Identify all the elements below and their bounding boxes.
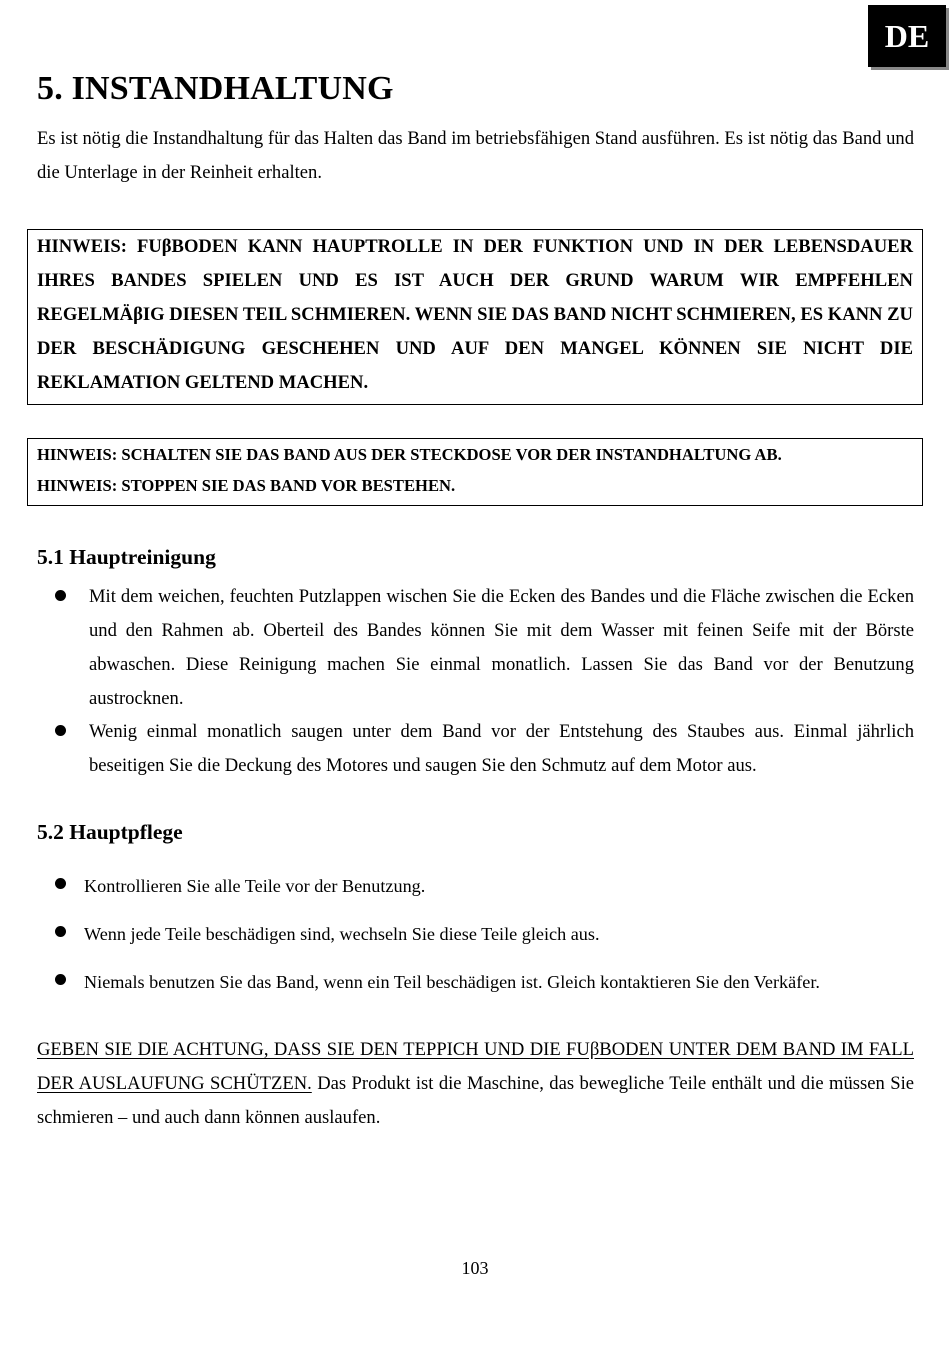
page-title: 5. INSTANDHALTUNG [37, 70, 394, 107]
page-number: 103 [461, 1258, 489, 1278]
underlined-warning: GEBEN SIE DIE ACHTUNG, DASS SIE DEN TEPPICH UND DIE FUβBODEN UNTER DEM BAND IM FALL DER AUSLAUFUNG SCHÜTZEN. [37, 1039, 914, 1094]
notice-text: HINWEIS: FUβBODEN KANN HAUPTROLLE IN DER FUNKTION UND IN DER LEBENSDAUER IHRES BANDES SPIELEN UND ES IST AUCH DER GRUND WARUM WIR EMPFEHLEN REGELMÄβIG DIESEN TEIL SCHMIEREN. WENN SIE DAS BAND NICHT SCHMIEREN, ES KANN ZU DER BESCHÄDIGUNG GESCHEHEN UND AUF DEN MANGEL KÖNNEN SIE NICHT DIE REKLAMATION GELTEND MACHEN. [37, 236, 913, 393]
bullet-icon [55, 590, 66, 601]
list-item-text: Kontrollieren Sie alle Teile vor der Benutzung. [84, 876, 426, 896]
bullet-icon [55, 974, 66, 985]
bullet-icon [55, 725, 66, 736]
notice-box-safety [27, 438, 923, 506]
list-item-text: Mit dem weichen, feuchten Putzlappen wischen Sie die Ecken des Bandes und die Fläche zwischen die Ecken und den Rahmen ab. Oberteil des Bandes können Sie mit dem Wasser mit feinen Seife mit der Börste abwaschen. Diese Reinigung machen Sie einmal monatlich. Lassen Sie das Band vor der Benutzung austrocknen. [89, 586, 914, 709]
floor-protection-paragraph [37, 1033, 914, 1135]
list-item-text: Wenig einmal monatlich saugen unter dem Band vor der Entstehung des Staubes aus. Einmal jährlich beseitigen Sie die Deckung des Motores und saugen Sie den Schmutz auf dem Motor aus. [89, 721, 914, 776]
notice-line-unplug: HINWEIS: SCHALTEN SIE DAS BAND AUS DER STECKDOSE VOR DER INSTANDHALTUNG AB. [37, 445, 782, 464]
notice-line-stop: HINWEIS: STOPPEN SIE DAS BAND VOR BESTEHEN. [37, 476, 456, 495]
language-tab: DE [868, 5, 946, 67]
list-item-text: Wenn jede Teile beschädigen sind, wechseln Sie diese Teile gleich aus. [84, 924, 600, 944]
bullet-icon [55, 926, 66, 937]
bullet-icon [55, 878, 66, 889]
notice-box-lubrication [27, 229, 923, 405]
paragraph-rest: Das Produkt ist die Maschine, das bewegliche Teile enthält und die müssen Sie schmieren – und auch dann können auslaufen. [37, 1073, 914, 1128]
list-item-text: Niemals benutzen Sie das Band, wenn ein Teil beschädigen ist. Gleich kontaktieren Sie den Verkäfer. [84, 972, 820, 992]
section-heading-care: 5.2 Hauptpflege [37, 820, 183, 844]
intro-paragraph: Es ist nötig die Instandhaltung für das Halten das Band im betriebsfähigen Stand ausführen. Es ist nötig das Band und die Unterlage in der Reinheit erhalten. [37, 128, 914, 183]
section-heading-cleaning: 5.1 Hauptreinigung [37, 545, 216, 569]
